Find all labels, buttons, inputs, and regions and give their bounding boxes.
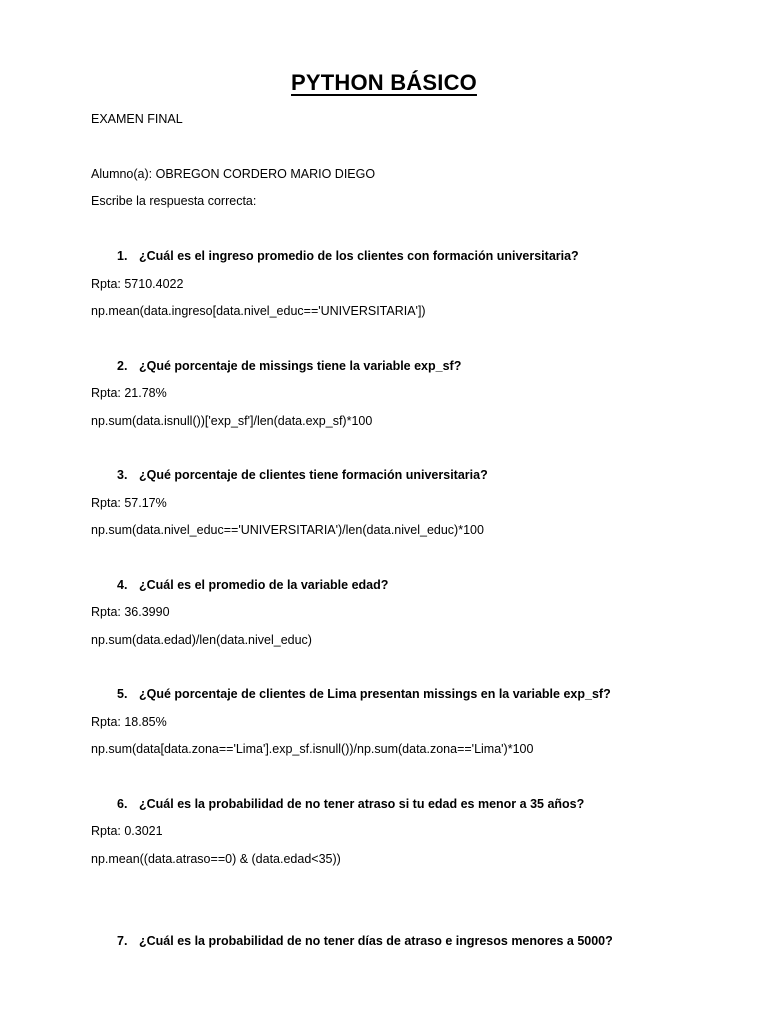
code-5: np.sum(data[data.zona=='Lima'].exp_sf.isnull())/np.sum(data.zona=='Lima')*100 bbox=[91, 742, 534, 756]
question-text: ¿Cuál es la probabilidad de no tener atraso si tu edad es menor a 35 años? bbox=[139, 797, 585, 811]
question-number: 5. bbox=[117, 687, 128, 701]
instruction-text: Escribe la respuesta correcta: bbox=[91, 194, 257, 208]
question-2 bbox=[117, 358, 461, 374]
question-6 bbox=[117, 796, 584, 812]
answer-2: Rpta: 21.78% bbox=[91, 386, 167, 400]
question-text: ¿Cuál es el promedio de la variable edad? bbox=[139, 578, 389, 592]
question-number: 4. bbox=[117, 578, 128, 592]
question-7 bbox=[117, 933, 613, 949]
answer-3: Rpta: 57.17% bbox=[91, 496, 167, 510]
question-number: 7. bbox=[117, 934, 128, 948]
code-6: np.mean((data.atraso==0) & (data.edad<35)) bbox=[91, 852, 341, 866]
question-5 bbox=[117, 686, 611, 702]
question-text: ¿Qué porcentaje de clientes tiene formación universitaria? bbox=[139, 468, 488, 482]
answer-5: Rpta: 18.85% bbox=[91, 715, 167, 729]
answer-6: Rpta: 0.3021 bbox=[91, 824, 163, 838]
question-3 bbox=[117, 467, 488, 483]
question-4 bbox=[117, 577, 388, 593]
code-3: np.sum(data.nivel_educ=='UNIVERSITARIA')/len(data.nivel_educ)*100 bbox=[91, 523, 484, 537]
question-number: 1. bbox=[117, 249, 128, 263]
exam-subtitle: EXAMEN FINAL bbox=[91, 112, 183, 126]
student-name: Alumno(a): OBREGON CORDERO MARIO DIEGO bbox=[91, 167, 376, 181]
code-1: np.mean(data.ingreso[data.nivel_educ=='UNIVERSITARIA']) bbox=[91, 304, 426, 318]
answer-1: Rpta: 5710.4022 bbox=[91, 277, 184, 291]
code-4: np.sum(data.edad)/len(data.nivel_educ) bbox=[91, 633, 312, 647]
answer-4: Rpta: 36.3990 bbox=[91, 605, 170, 619]
question-number: 3. bbox=[117, 468, 128, 482]
question-text: ¿Qué porcentaje de clientes de Lima presentan missings en la variable exp_sf? bbox=[139, 687, 611, 701]
document-title: PYTHON BÁSICO bbox=[291, 70, 477, 95]
question-number: 6. bbox=[117, 797, 128, 811]
question-text: ¿Qué porcentaje de missings tiene la variable exp_sf? bbox=[139, 359, 462, 373]
question-text: ¿Cuál es la probabilidad de no tener días de atraso e ingresos menores a 5000? bbox=[139, 934, 613, 948]
question-1 bbox=[117, 248, 579, 264]
question-text: ¿Cuál es el ingreso promedio de los clientes con formación universitaria? bbox=[139, 249, 579, 263]
question-number: 2. bbox=[117, 359, 128, 373]
code-2: np.sum(data.isnull())['exp_sf']/len(data.exp_sf)*100 bbox=[91, 414, 373, 428]
